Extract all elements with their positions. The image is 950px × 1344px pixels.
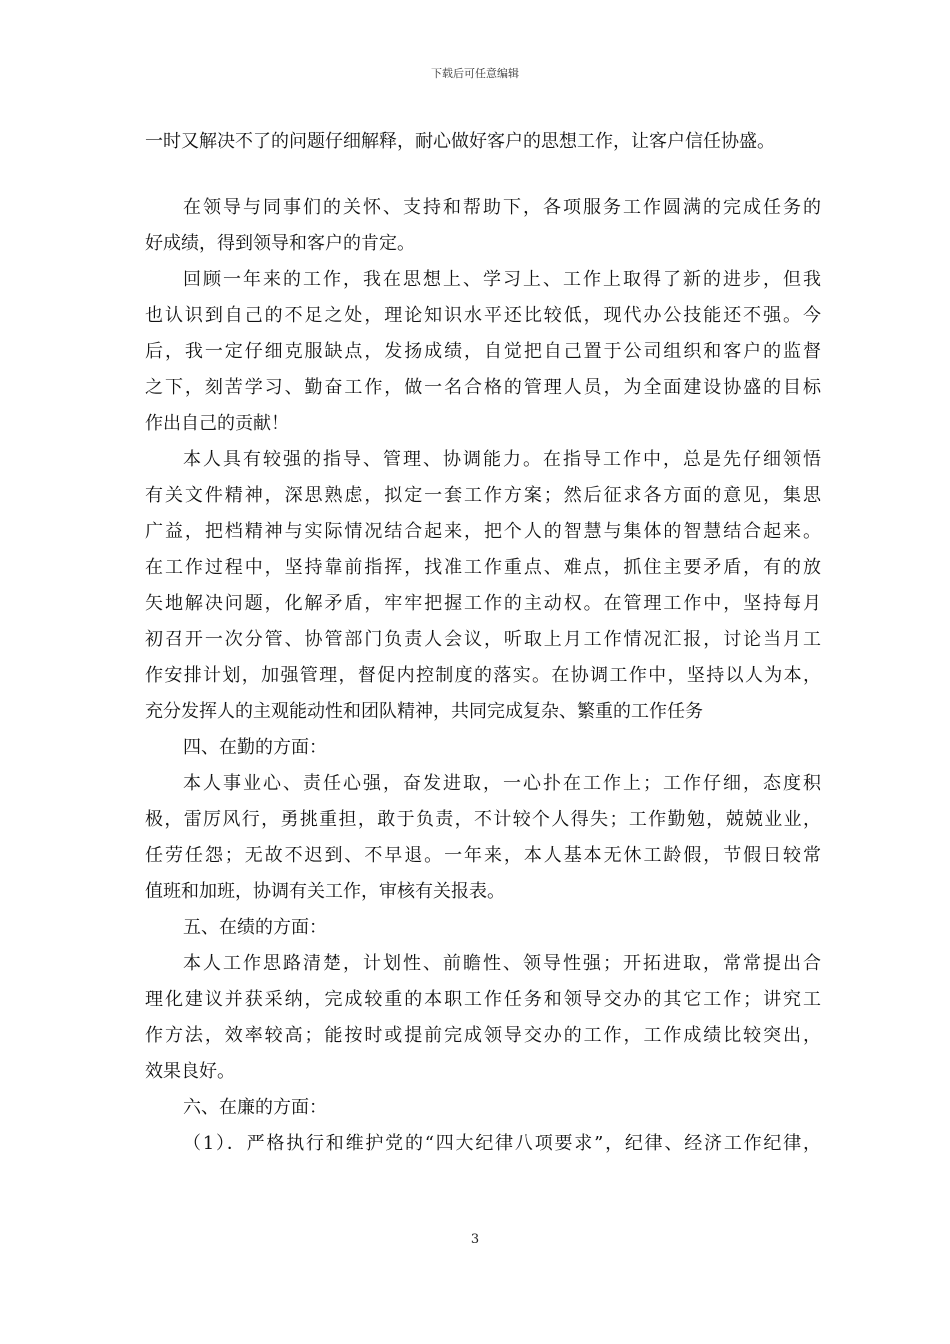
text-line: （1）．严格执行和维护党的“四大纪律八项要求”，纪律、经济工作纪律，	[183, 1133, 821, 1154]
text-line: 任劳任怨；无故不迟到、不早退。一年来，本人基本无休工龄假，节假日较常	[145, 845, 821, 866]
page-number: 3	[470, 1232, 480, 1247]
text-line: 本人事业心、责任心强，奋发进取，一心扑在工作上；工作仔细，态度积	[183, 773, 821, 794]
document-body	[145, 124, 821, 1162]
text-line: 有关文件精神，深思熟虑，拟定一套工作方案；然后征求各方面的意见，集思	[145, 485, 821, 506]
text-line: 作安排计划，加强管理，督促内控制度的落实。在协调工作中，坚持以人为本，	[145, 665, 821, 686]
text-line: 六、在廉的方面：	[183, 1097, 327, 1118]
text-line: 本人具有较强的指导、管理、协调能力。在指导工作中，总是先仔细领悟	[183, 449, 821, 470]
text-line: 也认识到自己的不足之处，理论知识水平还比较低，现代办公技能还不强。今	[145, 305, 821, 326]
text-line: 充分发挥人的主观能动性和团队精神，共同完成复杂、繁重的工作任务	[145, 701, 703, 722]
text-line: 本人工作思路清楚，计划性、前瞻性、领导性强；开拓进取，常常提出合	[183, 953, 821, 974]
text-line: 作出自己的贡献！	[145, 413, 289, 434]
text-line: 初召开一次分管、协管部门负责人会议，听取上月工作情况汇报，讨论当月工	[145, 629, 821, 650]
text-line: 后，我一定仔细克服缺点，发扬成绩，自觉把自己置于公司组织和客户的监督	[145, 341, 821, 362]
text-line: 在领导与同事们的关怀、支持和帮助下，各项服务工作圆满的完成任务的	[183, 197, 821, 218]
paragraph-gap	[145, 160, 821, 190]
text-line: 之下，刻苦学习、勤奋工作，做一名合格的管理人员，为全面建设协盛的目标	[145, 377, 821, 398]
text-line: 五、在绩的方面：	[183, 917, 327, 938]
text-line: 回顾一年来的工作，我在思想上、学习上、工作上取得了新的进步，但我	[183, 269, 821, 290]
text-line: 好成绩，得到领导和客户的肯定。	[145, 233, 415, 254]
text-line: 极，雷厉风行，勇挑重担，敢于负责，不计较个人得失；工作勤勉，兢兢业业，	[145, 809, 821, 830]
text-line: 广益，把档精神与实际情况结合起来，把个人的智慧与集体的智慧结合起来。	[145, 521, 821, 542]
text-line: 理化建议并获采纳，完成较重的本职工作任务和领导交办的其它工作；讲究工	[145, 989, 821, 1010]
text-line: 作方法，效率较高；能按时或提前完成领导交办的工作，工作成绩比较突出，	[145, 1025, 821, 1046]
text-line: 矢地解决问题，化解矛盾，牢牢把握工作的主动权。在管理工作中，坚持每月	[145, 593, 821, 614]
text-line: 效果良好。	[145, 1061, 235, 1082]
text-line: 值班和加班，协调有关工作，审核有关报表。	[145, 881, 505, 902]
text-line: 一时又解决不了的问题仔细解释，耐心做好客户的思想工作，让客户信任协盛。	[145, 131, 775, 152]
text-line: 在工作过程中，坚持靠前指挥，找准工作重点、难点，抓住主要矛盾，有的放	[145, 557, 821, 578]
text-line: 四、在勤的方面：	[183, 737, 327, 758]
page-header: 下载后可任意编辑	[431, 67, 519, 80]
